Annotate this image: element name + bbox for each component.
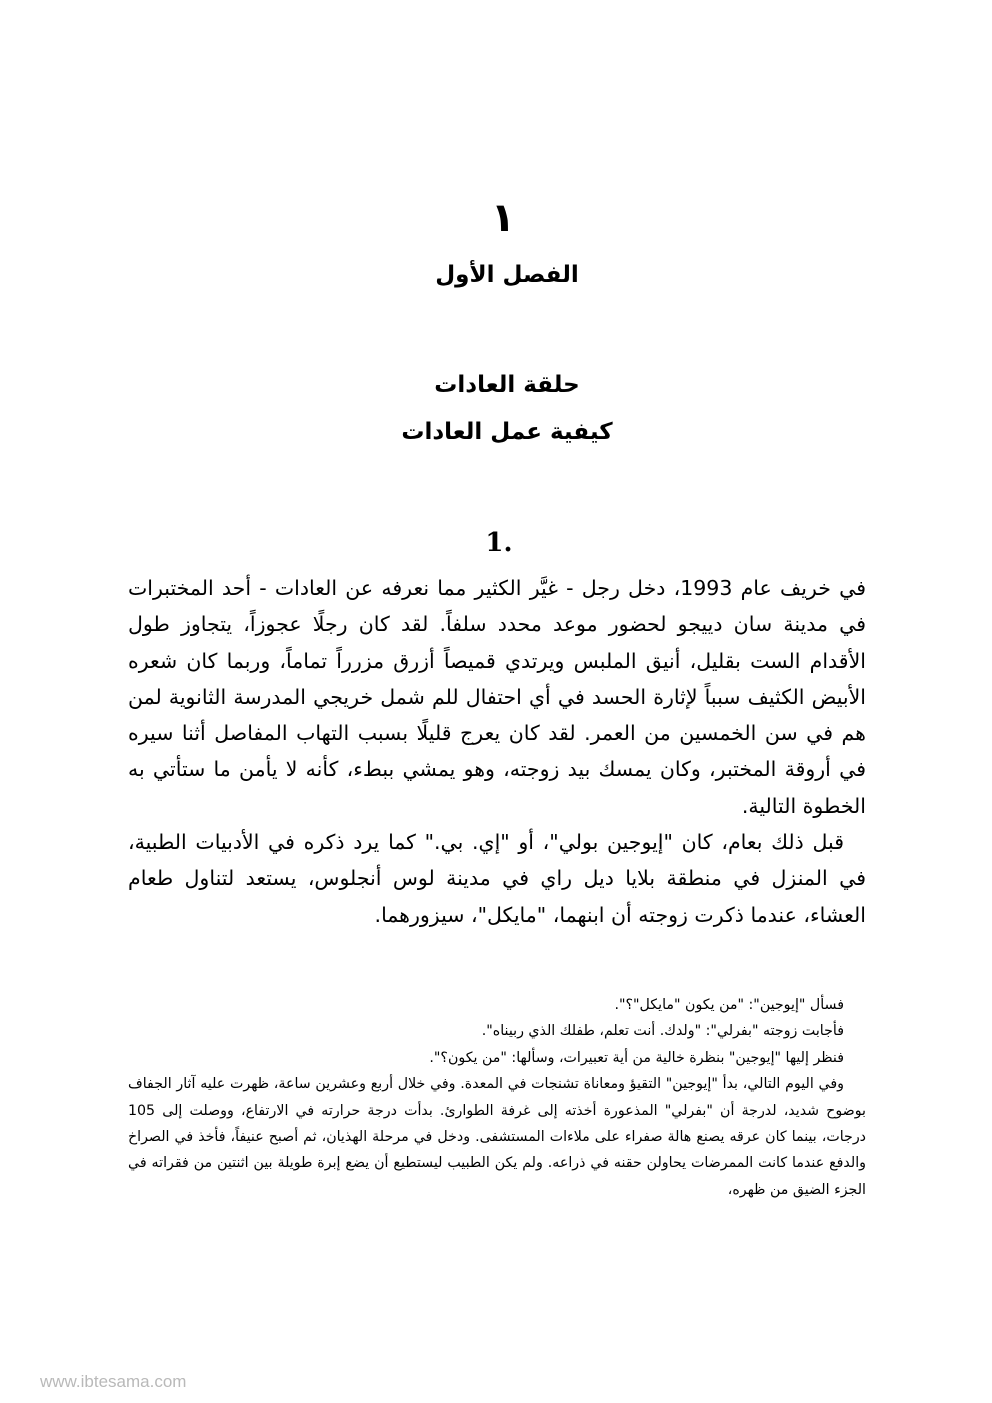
body-text-small	[128, 992, 866, 1203]
paragraph: فنظر إليها "إيوجين" بنظرة خالية من أية تعبيرات، وسألها: "من يكون؟".	[429, 1049, 844, 1066]
body-text-large	[128, 570, 866, 933]
part-number: 1.	[485, 528, 513, 558]
paragraph: وفي اليوم التالي، بدأ "إيوجين" التقيؤ ومعاناة تشنجات في المعدة. وفي خلال أربع وعشرين ساعة، ظهرت عليه آثار الجفاف بوضوح شديد، لدرجة أن "بفرلي" المذعورة أخذته إلى غرفة الطوارئ. بدأت درجة حرارته في الارتفاع، ووصلت إلى 105 درجات، بينما كان عرقه يصنع هالة صفراء على ملاءات المستشفى. ودخل في مرحلة الهذيان، ثم أصبح عنيفاً، فأخذ في الصراخ والدفع عندما كانت الممرضات يحاولن حقنه في ذراعه. ولم يكن الطبيب ليستطيع أن يضع إبرة طويلة بين اثنتين من فقراته في الجزء الضيق من ظهره،	[128, 1076, 866, 1198]
watermark: www.ibtesama.com	[40, 1372, 187, 1391]
paragraph: فأجابت زوجته "بفرلي": "ولدك. أنت تعلم، طفلك الذي ربيناه".	[481, 1023, 844, 1040]
paragraph: فسأل "إيوجين": "من يكون "مايكل"؟".	[614, 997, 844, 1013]
section-title: حلقة العادات	[434, 372, 580, 398]
section-subtitle: كيفية عمل العادات	[401, 419, 613, 445]
paragraph: قبل ذلك بعام، كان "إيوجين بولي"، أو "إي. بي." كما يرد ذكره في الأدبيات الطبية، في المنزل في منطقة بلايا ديل راي في مدينة لوس أنجلوس، يستعد لتناول طعام العشاء، عندما ذكرت زوجته أن ابنهما، "مايكل"، سيزورهما.	[128, 830, 866, 927]
chapter-numeral: ١	[490, 195, 516, 241]
chapter-title: الفصل الأول	[435, 262, 579, 288]
paragraph: في خريف عام 1993، دخل رجل - غيَّر الكثير مما نعرفه عن العادات - أحد المختبرات في مدينة سان دييجو لحضور موعد محدد سلفاً. لقد كان رجلًا عجوزاً، يتجاوز طول الأقدام الست بقليل، أنيق الملبس ويرتدي قميصاً أزرق مزرراً تماماً، وربما كان شعره الأبيض الكثيف سبباً لإثارة الحسد في أي احتفال للم شمل خريجي المدرسة الثانوية لمن هم في سن الخمسين من العمر. لقد كان يعرج قليلًا بسبب التهاب المفاصل أثنا سيره في أروقة المختبر، وكان يمسك بيد زوجته، وهو يمشي ببطء، كأنه لا يأمن ما ستأتي به الخطوة التالية.	[128, 576, 866, 818]
